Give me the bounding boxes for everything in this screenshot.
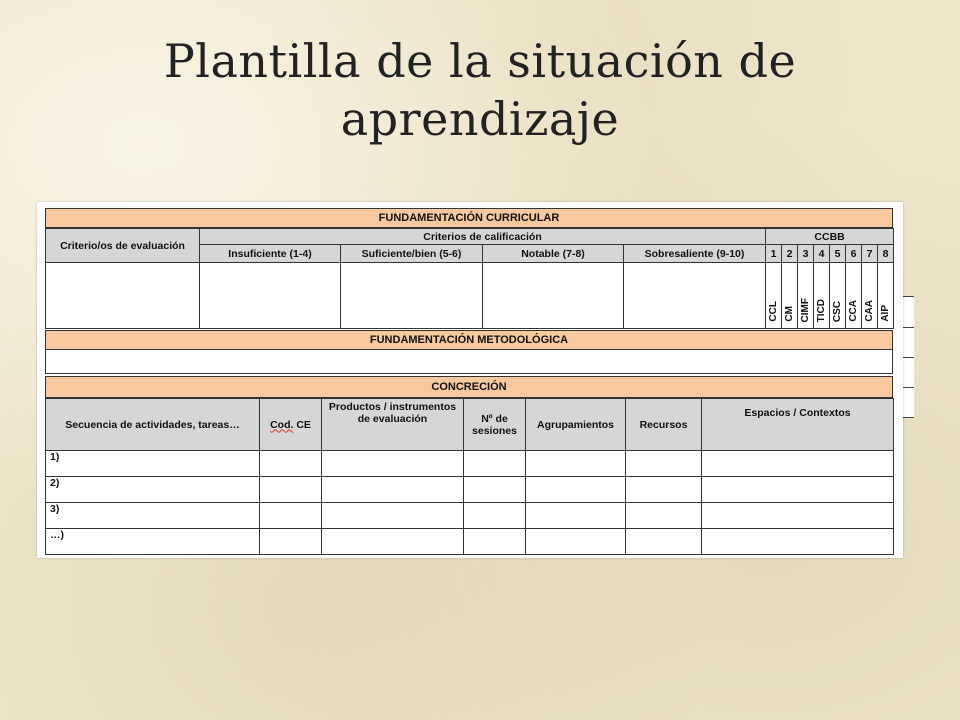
row-label: 3) [46, 503, 260, 529]
slide-title-line-1: Plantilla de la situación de [163, 34, 797, 88]
table-cell [702, 477, 894, 503]
cod-ce-header [260, 399, 322, 451]
table-cell [626, 529, 702, 555]
ccbb-number: 8 [878, 245, 894, 263]
level-sobresaliente: Sobresaliente (9-10) [624, 245, 766, 263]
table-cell [464, 503, 526, 529]
level-cell [200, 263, 341, 329]
level-cell [341, 263, 483, 329]
ccbb-code: CAA [864, 300, 876, 322]
table-cell [626, 503, 702, 529]
curricular-header: FUNDAMENTACIÓN CURRICULAR [45, 208, 893, 228]
ccbb-number: 4 [814, 245, 830, 263]
ccbb-number: 1 [766, 245, 782, 263]
ccbb-code-cell [798, 263, 814, 329]
table-cell [464, 529, 526, 555]
ccbb-number: 3 [798, 245, 814, 263]
ccbb-code-cell [830, 263, 846, 329]
recursos-header: Recursos [626, 399, 702, 451]
level-suficiente: Suficiente/bien (5-6) [341, 245, 483, 263]
table-cell [260, 503, 322, 529]
ccbb-code: CM [784, 306, 796, 322]
ce-word: CE [293, 418, 311, 431]
ccbb-code-cell [862, 263, 878, 329]
table-cell [260, 477, 322, 503]
level-cell [624, 263, 766, 329]
ccbb-code-cell [878, 263, 894, 329]
ccbb-code: CCA [848, 300, 860, 322]
concrecion-header: CONCRECIÓN [45, 376, 893, 398]
productos-header: Productos / instrumentos de evaluación [322, 399, 464, 451]
ccbb-code: TICD [816, 298, 828, 322]
ccbb-number: 6 [846, 245, 862, 263]
table-cell [322, 477, 464, 503]
table-cell [702, 451, 894, 477]
table-cell [526, 477, 626, 503]
ccbb-code: AIP [880, 305, 892, 322]
slide-title [0, 32, 960, 148]
ccbb-code-cell [782, 263, 798, 329]
curricular-table [45, 228, 893, 329]
ccbb-code: CCL [768, 301, 780, 322]
ccbb-code-cell [766, 263, 782, 329]
ccbb-code-cell [814, 263, 830, 329]
metodologica-header: FUNDAMENTACIÓN METODOLÓGICA [45, 330, 893, 350]
calificacion-header: Criterios de calificación [200, 229, 766, 245]
row-label: 1) [46, 451, 260, 477]
table-cell [626, 477, 702, 503]
ccbb-code-cell [846, 263, 862, 329]
table-cell [322, 503, 464, 529]
level-insuficiente: Insuficiente (1-4) [200, 245, 341, 263]
template-table-image [37, 202, 903, 558]
table-cell [464, 451, 526, 477]
ccbb-code: CIMF [800, 297, 812, 322]
table-cell [626, 451, 702, 477]
ccbb-code: CSC [832, 300, 844, 322]
table-cell [260, 529, 322, 555]
table-cell [322, 451, 464, 477]
agrupamientos-header: Agrupamientos [526, 399, 626, 451]
table-cell [526, 503, 626, 529]
ccbb-header: CCBB [766, 229, 894, 245]
metodologica-cell [45, 350, 893, 374]
table-cell [322, 529, 464, 555]
criterio-header: Criterio/os de evaluación [46, 229, 200, 263]
cod-word: Cod. [270, 418, 294, 431]
table-cell [464, 477, 526, 503]
sesiones-header: Nº de sesiones [464, 399, 526, 451]
concrecion-table [45, 398, 893, 555]
table-cell [526, 529, 626, 555]
ccbb-number: 2 [782, 245, 798, 263]
table-cell [526, 451, 626, 477]
secuencia-header: Secuencia de actividades, tareas… [46, 399, 260, 451]
table-cell [702, 503, 894, 529]
slide-title-line-2: aprendizaje [340, 92, 620, 146]
espacios-header: Espacios / Contextos [702, 399, 894, 451]
table-cell [702, 529, 894, 555]
level-cell [483, 263, 624, 329]
table-cell [260, 451, 322, 477]
row-label: …) [46, 529, 260, 555]
criterio-cell [46, 263, 200, 329]
ccbb-number: 5 [830, 245, 846, 263]
ccbb-number: 7 [862, 245, 878, 263]
level-notable: Notable (7-8) [483, 245, 624, 263]
row-label: 2) [46, 477, 260, 503]
